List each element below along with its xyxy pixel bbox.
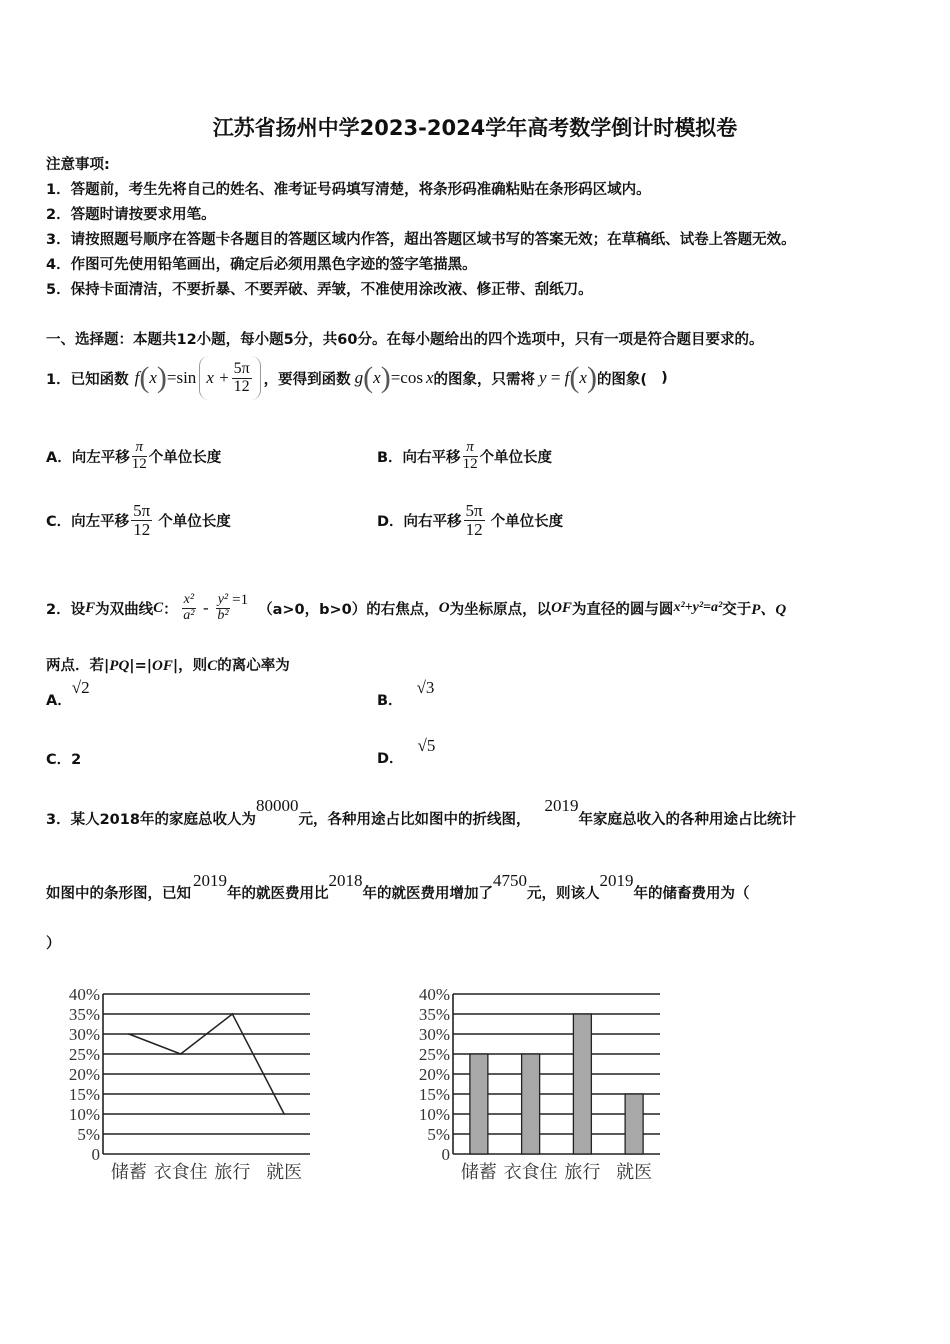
y-tick-label: 15% [68, 1085, 100, 1104]
q3-close-paren: ） [46, 936, 61, 952]
q2-text: ： [163, 601, 178, 618]
y-tick-label: 40% [68, 985, 100, 1004]
fraction-numerator: π [463, 440, 478, 457]
note-item: 3．请按照题号顺序在答题卡各题目的答题区域内作答，超出答题区域书写的答案无效；在草稿纸、试卷上答题无效。 [46, 232, 796, 248]
option-value: √2 [71, 678, 90, 697]
q2-text: |=| [129, 658, 153, 674]
option-label: A．向左平移 [46, 449, 130, 466]
q2-OF: OF [551, 599, 572, 616]
q2-text: |，则 [172, 658, 208, 674]
q1-g: g [354, 368, 364, 387]
q1-eq: = [546, 368, 565, 387]
q2-minus: - [203, 598, 209, 617]
q3-year: 2018 [328, 871, 363, 890]
fraction-denominator: b² [217, 607, 229, 623]
q3-text: 年家庭总收入的各种用途占比统计 [578, 812, 796, 828]
y-tick-label: 25% [418, 1045, 450, 1064]
q2-text: 为直径的圆与圆 [571, 601, 674, 618]
x-category-label: 衣食住 [153, 1162, 208, 1182]
q1-fraction [232, 361, 252, 396]
fraction-numerator: x² [183, 591, 195, 607]
option-label: B．向右平移 [377, 449, 461, 466]
q1-end-text: 的图象( [596, 371, 648, 388]
y-tick-label: 30% [68, 1025, 100, 1044]
option-unit: 个单位长度 [158, 513, 231, 530]
q3-income-2018: 80000 [255, 796, 299, 815]
y-tick-label: 20% [418, 1065, 450, 1084]
fraction-numerator: 5π [233, 359, 250, 377]
data-point [232, 1013, 234, 1015]
note-item: 1．答题前，考生先将自己的姓名、准考证号码填写清楚，将条形码准确粘贴在条形码区域内。 [46, 182, 651, 198]
q2-O: O [438, 599, 450, 616]
data-point [283, 1113, 285, 1115]
q3-text: 如图中的条形图，已知 [46, 886, 191, 902]
q3-increase: 4750 [493, 871, 527, 890]
x-category-label: 衣食住 [503, 1162, 558, 1182]
x-category-label: 储蓄 [110, 1162, 147, 1182]
q3-text: 元，各种用途占比如图中的折线图， [298, 812, 531, 828]
question-2-line-2 [46, 654, 290, 675]
fraction-denominator: 12 [465, 519, 483, 539]
y-tick-label: 40% [418, 985, 450, 1004]
q3-year: 2019 [599, 871, 634, 890]
q1-f: f [134, 368, 140, 387]
q2-text: 交于 [722, 601, 752, 618]
y-tick-label: 10% [418, 1105, 450, 1124]
option-unit: 个单位长度 [148, 449, 222, 466]
fraction-numerator: π [132, 440, 147, 457]
y-tick-label: 10% [68, 1105, 100, 1124]
section-heading: 一、选择题：本题共12小题，每小题5分，共60分。在每小题给出的四个选项中，只有一项是符合题目要求的。 [46, 332, 764, 348]
q2-condition: （a>0，b>0）的右焦点， [258, 601, 439, 618]
q3-text: 3．某人2018年的家庭总收人为 [46, 812, 256, 828]
q1-mid-text: ，要得到函数 [263, 371, 351, 388]
x-category-label: 储蓄 [460, 1162, 497, 1182]
q2-fraction-y [216, 593, 230, 623]
x-category-label: 就医 [266, 1162, 303, 1182]
q3-text: 年的就医费用比 [227, 886, 329, 902]
data-point [128, 1033, 130, 1035]
q1-x: x [149, 368, 157, 387]
q2-text: 为双曲线 [95, 601, 154, 618]
q3-year: 2019 [193, 871, 227, 890]
q3-text: 元，则该人 [527, 886, 600, 902]
q1-mid-text-2: 的图象，只需将 [433, 371, 536, 388]
y-tick-label: 0 [91, 1145, 100, 1164]
note-item: 4．作图可先使用铅笔画出，确定后必须用黑色字迹的签字笔描黑。 [46, 257, 477, 273]
q1-option-b[interactable] [377, 436, 552, 476]
y-tick-label: 30% [418, 1025, 450, 1044]
page-title: 江苏省扬州中学2023-2024学年高考数学倒计时模拟卷 [212, 116, 738, 140]
q3-text: 年的储畜费用为（ [633, 886, 750, 902]
y-tick-label: 35% [68, 1005, 100, 1024]
fraction-numerator: 5π [133, 500, 151, 520]
fraction-numerator: 5π [465, 500, 483, 520]
data-bar [573, 1014, 591, 1154]
option-value: √5 [417, 736, 436, 755]
notes-heading: 注意事项: [46, 157, 110, 173]
q2-F: F [85, 599, 96, 616]
q1-f: f [564, 368, 570, 387]
y-tick-label: 25% [68, 1045, 100, 1064]
q1-option-c[interactable] [46, 496, 231, 544]
q2-eq-one: =1 [232, 591, 249, 608]
x-category-label: 就医 [616, 1162, 653, 1182]
q1-x: x [425, 368, 434, 387]
q2-option-b[interactable] [377, 680, 434, 710]
x-category-label: 旅行 [564, 1162, 601, 1182]
y-tick-label: 35% [418, 1005, 450, 1024]
option-value: √3 [416, 678, 435, 697]
q1-sin: =sin [166, 368, 197, 387]
q2-PQ: PQ [109, 658, 130, 674]
option-label: C．2 [46, 752, 82, 768]
option-fraction [463, 440, 478, 473]
fraction-denominator: 12 [131, 455, 147, 472]
note-item: 2．答题时请按要求用笔。 [46, 207, 216, 223]
question-3-line-2 [46, 871, 750, 903]
q2-PQ: P、Q [751, 601, 787, 618]
q2-text: 的离心率为 [217, 658, 290, 674]
data-bar [522, 1054, 540, 1154]
q1-x: x [373, 368, 381, 387]
q1-x-plus: x + [206, 368, 230, 387]
q3-year: 2019 [544, 796, 579, 815]
q2-text: 为坐标原点，以 [449, 601, 552, 618]
q1-close-paren: ) [661, 370, 668, 386]
bar-chart-2019 [390, 980, 690, 1190]
data-point [180, 1053, 182, 1055]
option-label: A． [46, 693, 72, 709]
fraction-denominator: 12 [462, 455, 478, 472]
fraction-denominator: a² [183, 607, 195, 623]
x-category-label: 旅行 [214, 1162, 251, 1182]
q1-option-a[interactable] [46, 436, 221, 476]
q2-C: C [207, 658, 218, 674]
option-unit: 个单位长度 [479, 449, 553, 466]
q2-text: 两点．若| [46, 658, 110, 674]
q1-sin-argument [199, 356, 260, 400]
option-label: C．向左平移 [46, 513, 130, 530]
option-unit: 个单位长度 [490, 513, 564, 530]
q3-text: 年的就医费用增加了 [362, 886, 493, 902]
y-tick-label: 0 [441, 1145, 450, 1164]
q1-prefix: 1．已知函数 [46, 371, 129, 388]
q2-option-c[interactable] [46, 748, 81, 769]
question-1: 1．已知函数 f ( x ) =sin x + $\frac{5\pi}{12}$ ，要得到函数 g ( x ) =cos x 的图象，只需将 y = f ( x ) 的图象( ) [46, 356, 668, 400]
line-chart-2018 [40, 980, 340, 1190]
question-2 [46, 584, 786, 632]
data-line [129, 1014, 284, 1114]
q1-x: x [579, 368, 587, 387]
y-tick-label: 15% [418, 1085, 450, 1104]
y-tick-label: 20% [68, 1065, 100, 1084]
option-label: D． [377, 751, 404, 767]
option-label: B． [377, 693, 403, 709]
fraction-denominator: 12 [133, 519, 151, 539]
q2-OF: OF [152, 658, 173, 674]
option-fraction [132, 440, 147, 473]
y-tick-label: 5% [427, 1125, 450, 1144]
q1-y: y [539, 368, 547, 387]
q2-C: C [153, 599, 164, 616]
fraction-numerator: y² [217, 591, 229, 607]
q1-option-d[interactable] [377, 496, 563, 544]
option-fraction [464, 502, 485, 539]
option-fraction [131, 502, 152, 539]
q2-option-d[interactable] [377, 738, 435, 768]
data-bar [470, 1054, 488, 1154]
q2-fraction-x [182, 593, 196, 623]
q2-option-a[interactable] [46, 680, 90, 710]
q1-cos: =cos [390, 368, 423, 387]
q2-circle-eq: x²+y²=a² [673, 600, 723, 615]
y-tick-label: 5% [77, 1125, 100, 1144]
q2-text: 2．设 [46, 601, 86, 618]
question-3-line-1 [46, 796, 796, 829]
option-label: D．向右平移 [377, 513, 462, 530]
note-item: 5．保持卡面清洁，不要折暴、不要弄破、弄皱，不准使用涂改液、修正带、刮纸刀。 [46, 282, 593, 298]
fraction-denominator: 12 [233, 377, 250, 395]
data-bar [625, 1094, 643, 1154]
